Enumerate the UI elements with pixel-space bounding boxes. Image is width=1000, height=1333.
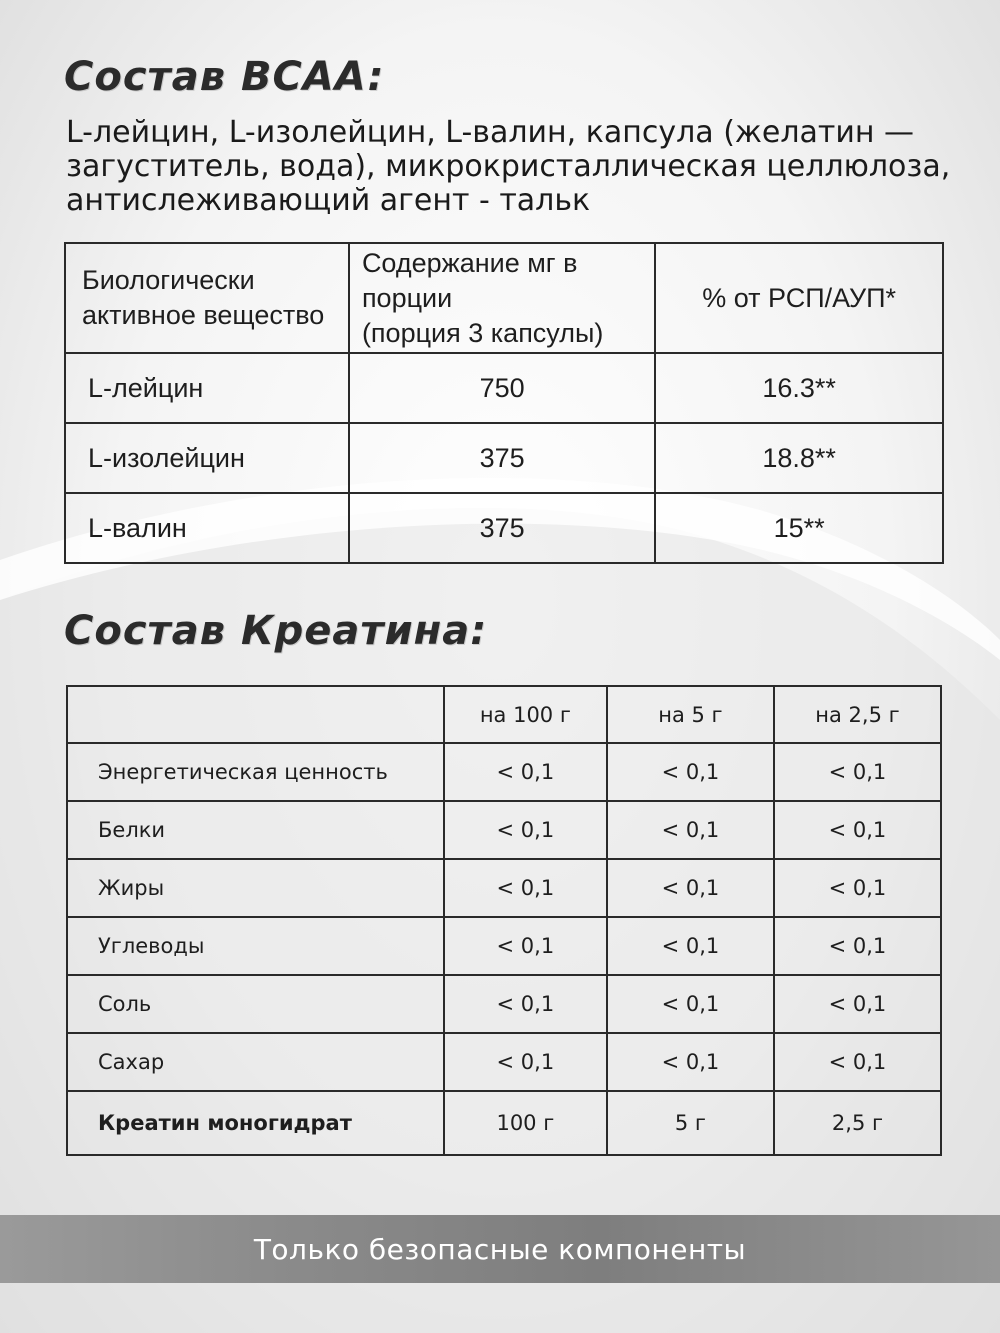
substance-cell: L-валин bbox=[65, 493, 349, 563]
value-cell: < 0,1 bbox=[607, 801, 774, 859]
header-cell-empty bbox=[67, 686, 444, 743]
table-row bbox=[67, 1091, 941, 1155]
table-header-row bbox=[67, 686, 941, 743]
creatine-table bbox=[66, 685, 942, 1156]
footer-banner bbox=[0, 1215, 1000, 1283]
header-cell bbox=[65, 243, 349, 353]
value-cell: < 0,1 bbox=[444, 743, 607, 801]
table-row bbox=[67, 743, 941, 801]
nutrient-cell: Углеводы bbox=[67, 917, 444, 975]
header-text: Содержание мг в порции bbox=[361, 247, 578, 313]
amount-cell: 750 bbox=[349, 353, 655, 423]
header-cell: на 2,5 г bbox=[774, 686, 941, 743]
value-cell: < 0,1 bbox=[774, 917, 941, 975]
table-row bbox=[67, 1033, 941, 1091]
value-cell: < 0,1 bbox=[774, 975, 941, 1033]
table-row bbox=[67, 801, 941, 859]
table-row bbox=[67, 975, 941, 1033]
percent-cell: 18.8** bbox=[655, 423, 943, 493]
value-cell: < 0,1 bbox=[444, 917, 607, 975]
header-cell: на 100 г bbox=[444, 686, 607, 743]
value-cell: 2,5 г bbox=[774, 1091, 941, 1155]
table-row bbox=[67, 859, 941, 917]
table-row bbox=[65, 423, 943, 493]
value-cell: < 0,1 bbox=[444, 801, 607, 859]
table-header-row bbox=[65, 243, 943, 353]
value-cell: < 0,1 bbox=[444, 975, 607, 1033]
nutrient-cell: Энергетическая ценность bbox=[67, 743, 444, 801]
header-text: (порция 3 капсулы) bbox=[361, 317, 604, 348]
percent-cell: 16.3** bbox=[655, 353, 943, 423]
nutrient-cell: Сахар bbox=[67, 1033, 444, 1091]
value-cell: 100 г bbox=[444, 1091, 607, 1155]
nutrient-cell: Креатин моногидрат bbox=[67, 1091, 444, 1155]
value-cell: 5 г bbox=[607, 1091, 774, 1155]
value-cell: < 0,1 bbox=[774, 801, 941, 859]
value-cell: < 0,1 bbox=[607, 1033, 774, 1091]
banner-text: Только безопасные компоненты bbox=[253, 1232, 747, 1266]
value-cell: < 0,1 bbox=[607, 975, 774, 1033]
table-row bbox=[65, 353, 943, 423]
creatine-title: Состав Креатина: bbox=[64, 608, 488, 654]
value-cell: < 0,1 bbox=[444, 1033, 607, 1091]
value-cell: < 0,1 bbox=[607, 743, 774, 801]
value-cell: < 0,1 bbox=[774, 859, 941, 917]
header-cell: на 5 г bbox=[607, 686, 774, 743]
value-cell: < 0,1 bbox=[444, 859, 607, 917]
header-text: % от РСП/АУП* bbox=[702, 282, 897, 313]
bcaa-ingredients: L-лейцин, L-изолейцин, L-валин, капсула (желатин — загуститель, вода), микрокристаллическая целлюлоза, антислеживающий агент - тальк bbox=[66, 115, 951, 218]
value-cell: < 0,1 bbox=[607, 859, 774, 917]
header-cell bbox=[349, 243, 655, 353]
header-text: активное вещество bbox=[82, 300, 325, 330]
header-cell bbox=[655, 243, 943, 353]
header-text: Биологически bbox=[82, 265, 255, 295]
amount-cell: 375 bbox=[349, 423, 655, 493]
bcaa-title: Состав BCAA: bbox=[64, 54, 385, 100]
bcaa-table bbox=[64, 242, 944, 564]
value-cell: < 0,1 bbox=[607, 917, 774, 975]
percent-cell: 15** bbox=[655, 493, 943, 563]
value-cell: < 0,1 bbox=[774, 1033, 941, 1091]
table-row bbox=[67, 917, 941, 975]
nutrient-cell: Соль bbox=[67, 975, 444, 1033]
nutrient-cell: Белки bbox=[67, 801, 444, 859]
value-cell: < 0,1 bbox=[774, 743, 941, 801]
substance-cell: L-изолейцин bbox=[65, 423, 349, 493]
substance-cell: L-лейцин bbox=[65, 353, 349, 423]
table-row bbox=[65, 493, 943, 563]
amount-cell: 375 bbox=[349, 493, 655, 563]
nutrient-cell: Жиры bbox=[67, 859, 444, 917]
